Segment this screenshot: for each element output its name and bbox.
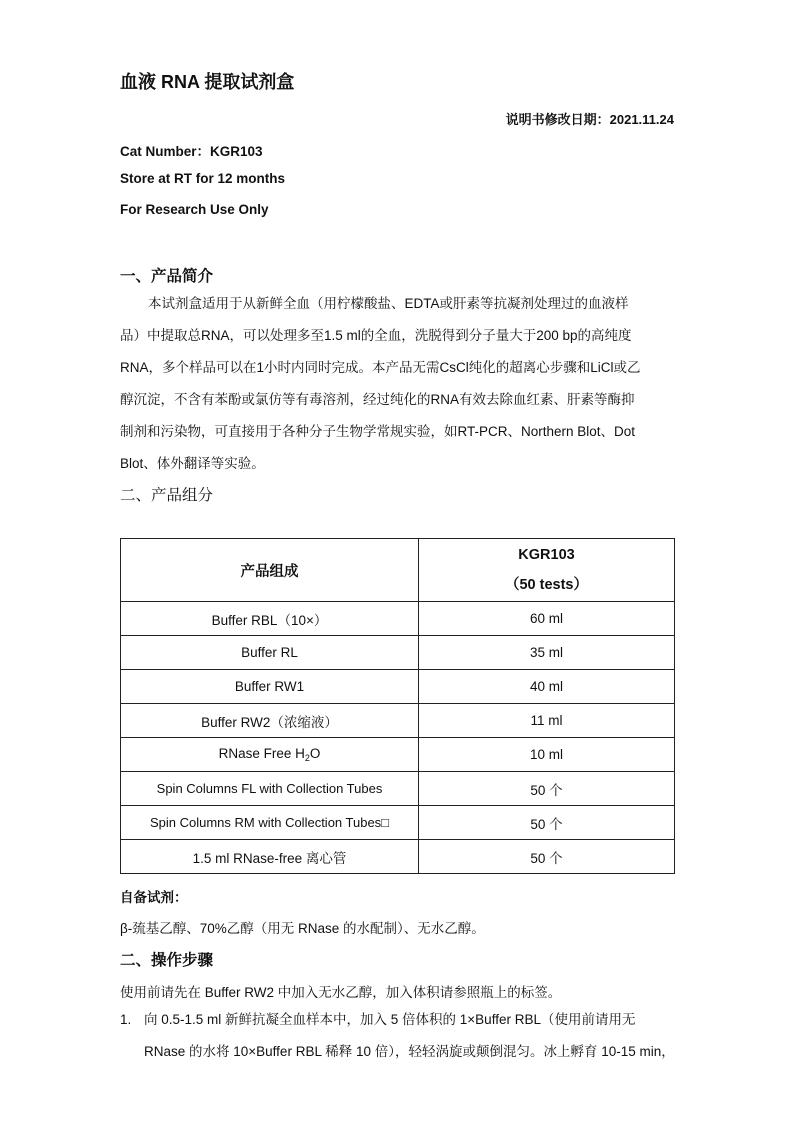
storage-note: Store at RT for 12 months <box>120 171 286 186</box>
paragraph-line: 醇沉淀，不含有苯酚或氯仿等有毒溶剂，经过纯化的RNA有效去除血红素、肝素等酶抑 <box>120 392 635 407</box>
header-cell-component <box>121 539 419 602</box>
component-amount: 60 ml <box>419 602 675 636</box>
procedure-step-1 <box>120 1004 680 1068</box>
component-name <box>121 738 419 772</box>
table-row <box>121 636 675 670</box>
component-name-prefix: RNase Free H <box>218 746 305 761</box>
component-name: Buffer RW2（浓缩液） <box>121 704 419 738</box>
table-row <box>121 704 675 738</box>
header-catalog-number: KGR103 <box>518 547 575 563</box>
step-text: RNase 的水将 10×Buffer RBL 稀释 10 倍），轻轻涡旋或颠倒混匀。冰上孵育 10-15 min， <box>144 1044 675 1059</box>
paragraph-line: RNA，多个样品可以在1小时内同时完成。本产品无需CsCl纯化的超离心步骤和LiCl或乙 <box>120 360 641 375</box>
component-name: Buffer RL <box>121 636 419 670</box>
component-amount: 40 ml <box>419 670 675 704</box>
component-amount: 10 ml <box>419 738 675 772</box>
component-amount: 50 个 <box>419 840 675 874</box>
section-heading-procedure: 二、操作步骤 <box>120 952 214 969</box>
component-amount: 50 个 <box>419 772 675 806</box>
section-heading-components: 二、产品组分 <box>120 487 214 504</box>
component-amount: 11 ml <box>419 704 675 738</box>
paragraph-line: 品）中提取总RNA，可以处理多至1.5 ml的全血，洗脱得到分子量大于200 bp的高纯度 <box>120 328 632 343</box>
intro-paragraph <box>120 288 675 480</box>
component-name: 1.5 ml RNase-free 离心管 <box>121 840 419 874</box>
paragraph-line: 制剂和污染物，可直接用于各种分子生物学常规实验，如RT-PCR、Northern Blot、Dot <box>120 424 636 439</box>
section-heading-intro: 一、产品简介 <box>120 268 214 285</box>
component-name-subscript: 2 <box>304 753 310 763</box>
revision-date: 说明书修改日期：2021.11.24 <box>505 112 674 127</box>
research-use-note: For Research Use Only <box>120 202 269 217</box>
components-table <box>120 538 675 874</box>
step-number: 1. <box>120 1012 132 1027</box>
component-name: Spin Columns RM with Collection Tubes□ <box>121 806 419 840</box>
component-amount: 35 ml <box>419 636 675 670</box>
component-name: Buffer RW1 <box>121 670 419 704</box>
table-header-row <box>121 539 675 602</box>
component-name: Spin Columns FL with Collection Tubes <box>121 772 419 806</box>
table-row <box>121 602 675 636</box>
self-prepared-reagents: β-巯基乙醇、70%乙醇（用无 RNase 的水配制）、无水乙醇。 <box>120 921 485 936</box>
cat-number: Cat Number：KGR103 <box>120 144 263 159</box>
procedure-intro: 使用前请先在 Buffer RW2 中加入无水乙醇，加入体积请参照瓶上的标签。 <box>120 985 562 1000</box>
table-row <box>121 840 675 874</box>
step-text: 向 0.5-1.5 ml 新鲜抗凝全血样本中，加入 5 倍体积的 1×Buffer RBL（使用前请用无 <box>144 1012 636 1027</box>
component-name-suffix: O <box>309 746 321 761</box>
header-component-label: 产品组成 <box>240 563 299 580</box>
document-title: 血液 RNA 提取试剂盒 <box>120 72 295 92</box>
header-test-count: （50 tests） <box>504 577 588 593</box>
header-cell-catalog <box>419 539 675 602</box>
paragraph-line: 本试剂盒适用于从新鲜全血（用柠檬酸盐、EDTA或肝素等抗凝剂处理过的血液样 <box>148 296 629 311</box>
component-amount: 50 个 <box>419 806 675 840</box>
table-row <box>121 806 675 840</box>
table-row <box>121 670 675 704</box>
table-row <box>121 772 675 806</box>
table-row <box>121 738 675 772</box>
paragraph-line: Blot、体外翻译等实验。 <box>120 456 265 471</box>
component-name: Buffer RBL（10×） <box>121 602 419 636</box>
self-prepared-label: 自备试剂： <box>120 890 188 905</box>
